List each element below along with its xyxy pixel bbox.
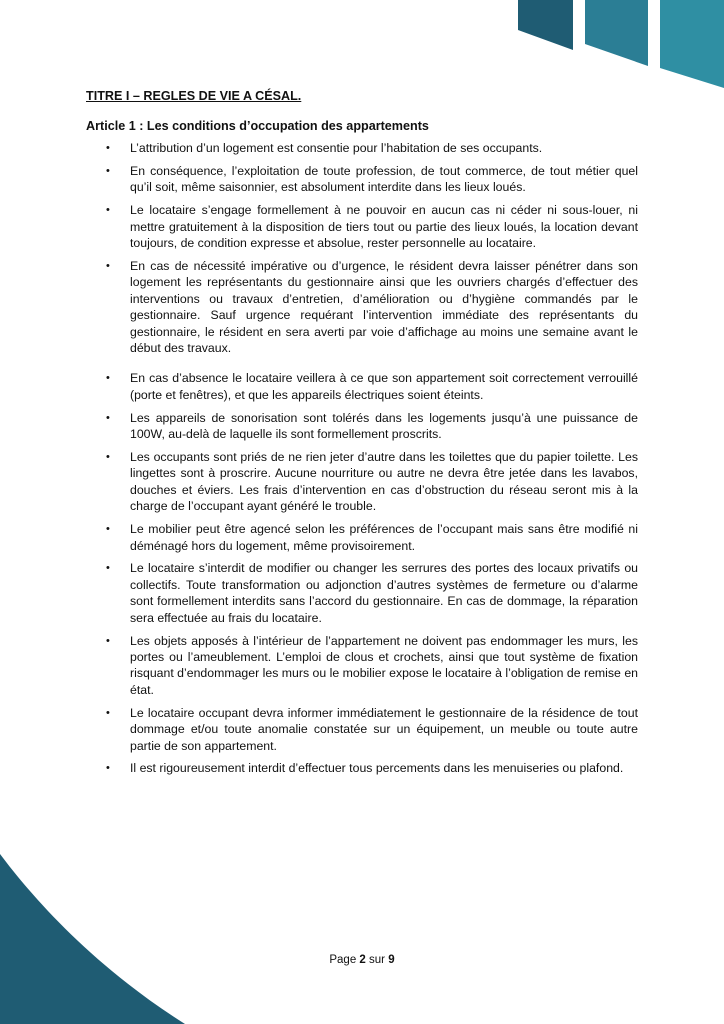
list-item [86,202,638,251]
bullet-icon: • [106,204,110,217]
list-item-text: Le mobilier peut être agencé selon les préférences de l’occupant mais sans être modifié ni déménagé hors du logement, même provisoirement. [130,522,638,553]
header-bar-teal [660,0,724,88]
bullet-icon: • [106,562,110,575]
bullet-icon: • [106,259,110,272]
footer-decoration [0,854,200,1024]
list-item-text: Les objets apposés à l’intérieur de l’appartement ne doivent pas endommager les murs, les portes ou l’ameublement. L’emploi de clous et crochets, ainsi que tout système de fixation risquant d’endommager les murs ou le mobilier expose le locataire à l’obligation de remise en état. [130,633,638,697]
list-item [86,560,638,626]
list-item [86,410,638,443]
bullet-icon: • [106,164,110,177]
list-item-text: En conséquence, l’exploitation de toute profession, de tout commerce, de tout métier quel qu’il soit, même saisonnier, est absolument interdite dans les lieux loués. [130,163,638,195]
list-item-text: Les occupants sont priés de ne rien jeter d’autre dans les toilettes que du papier toilette. Les lingettes sont à proscrire. Aucune nourriture ou autre ne devra être jetée dans les lavabos, douches et éviers. Les frais d’intervention en cas d’obstruction du réseau seront mis à la charge de l’occupant ayant généré le trouble. [130,450,638,514]
list-item [86,140,638,156]
page-label: Page [329,954,357,966]
list-item-text: Le locataire s’interdit de modifier ou changer les serrures des portes des locaux privatifs ou collectifs. Toute transformation ou adjonction d’autres systèmes de fermeture ou d’alarme sont formellement interdits sans l’accord du gestionnaire. En cas de dommage, la réparation sera effectuée au frais du locataire. [130,561,638,625]
header-bar-mid [585,0,648,66]
bullet-icon: • [106,451,110,463]
page-total-number: 9 [388,954,395,966]
bullet-icon: • [106,762,110,775]
list-item-text: En cas d’absence le locataire veillera à ce que son appartement soit correctement verrouillé (porte et fenêtres), et que les appareils électriques soient éteints. [130,371,638,402]
list-item [86,521,638,554]
document-title: TITRE I – REGLES DE VIE A CÉSAL. [86,89,302,103]
list-item [86,258,638,356]
header-decoration [0,0,724,90]
header-bar-dark [518,0,573,50]
list-item [86,449,638,515]
footer-curve-shape [0,854,185,1024]
rules-list [86,140,638,777]
list-item-text: En cas de nécessité impérative ou d’urgence, le résident devra laisser pénétrer dans son logement les représentants du gestionnaire ainsi que les ouvriers chargés d’effectuer des interventions ou travaux d’entretien, d’amélioration ou d’hygiène commandés par le gestionnaire. Sauf urgence requérant l’intervention immédiate des représentants du gestionnaire, le résident en sera averti par voie d’affichage au moins une semaine avant le début des travaux. [130,258,638,355]
list-item [86,163,638,196]
page-current-number: 2 [359,954,366,966]
list-item-text: Le locataire s’engage formellement à ne pouvoir en aucun cas ni céder ni sous-louer, ni mettre gratuitement à la disposition de tiers tout ou partie des lieux loués, la location devant toujours, de condition expresse et absolue, rester personnelle au locataire. [130,203,638,251]
bullet-icon: • [106,634,110,647]
list-item [86,633,638,699]
list-item-text: Les appareils de sonorisation sont tolérés dans les logements jusqu’à une puissance de 100W, au-delà de laquelle ils sont formellement proscrits. [130,410,638,442]
list-item [86,370,638,403]
bullet-icon: • [106,523,110,536]
bullet-icon: • [106,706,110,719]
article-heading: Article 1 : Les conditions d’occupation des appartements [86,119,429,133]
document-body [86,88,638,783]
list-item-text: Il est rigoureusement interdit d’effectuer tous percements dans les menuiseries ou plafond. [130,761,624,776]
page-footer [0,954,724,966]
page-of-label: sur [369,954,386,966]
list-item [86,705,638,754]
list-item-text: Le locataire occupant devra informer immédiatement le gestionnaire de la résidence de tout dommage et/ou toute anomalie constatée sur un équipement, un meuble ou toute autre partie de son appartement. [130,705,638,753]
bullet-icon: • [106,372,110,385]
bullet-icon: • [106,411,110,424]
bullet-icon: • [106,142,110,154]
list-item [86,760,638,776]
list-item-text: L’attribution d’un logement est consentie pour l’habitation de ses occupants. [130,141,543,155]
